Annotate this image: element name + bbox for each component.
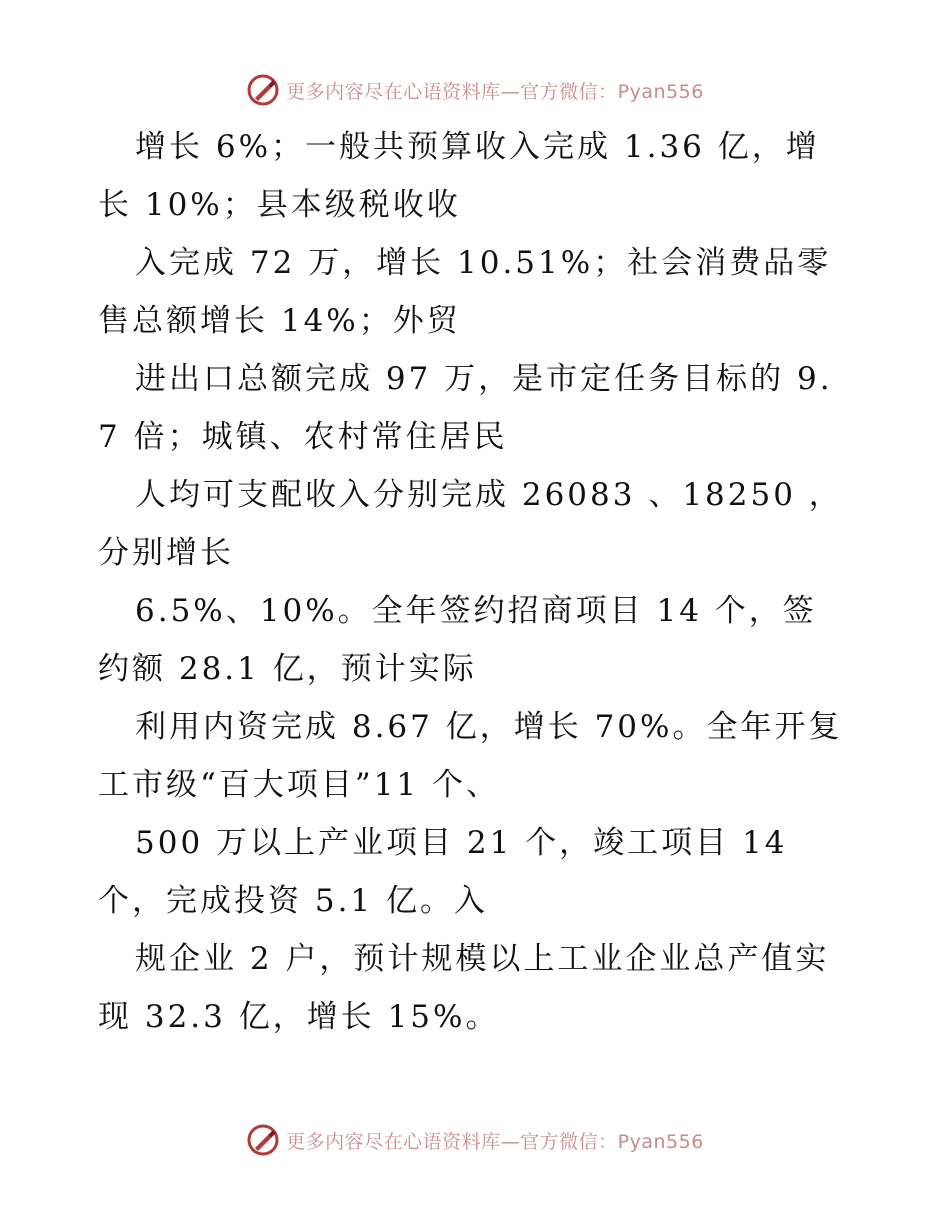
paragraph: 人均可支配收入分别完成 26083 、18250 ，分别增长	[98, 477, 843, 571]
header-watermark	[0, 70, 950, 110]
paragraph: 6.5%、10%。全年签约招商项目 14 个，签约额 28.1 亿，预计实际	[98, 593, 817, 687]
paragraph: 规企业 2 户，预计规模以上工业企业总产值实现 32.3 亿，增长 15%。	[98, 941, 830, 1035]
paragraph: 利用内资完成 8.67 亿，增长 70%。全年开复工市级“百大项目”11 个、	[98, 709, 843, 803]
paragraph: 增长 6%；一般共预算收入完成 1.36 亿，增长 10%；县本级税收收	[98, 129, 820, 223]
watermark-text: 更多内容尽在心语资料库—官方微信：Pyan556	[286, 1130, 704, 1153]
paragraph: 500 万以上产业项目 21 个，竣工项目 14 个，完成投资 5.1 亿。入	[98, 825, 788, 919]
footer-watermark	[0, 1120, 950, 1160]
paragraph: 进出口总额完成 97 万，是市定任务目标的 9.7 倍；城镇、农村常住居民	[98, 361, 833, 455]
watermark-text: 更多内容尽在心语资料库—官方微信：Pyan556	[286, 80, 704, 103]
document-body	[98, 118, 850, 1046]
pen-seal-logo-icon	[246, 73, 280, 107]
pen-seal-logo-icon	[246, 1123, 280, 1157]
paragraph: 入完成 72 万，增长 10.51%；社会消费品零售总额增长 14%；外贸	[98, 245, 832, 339]
